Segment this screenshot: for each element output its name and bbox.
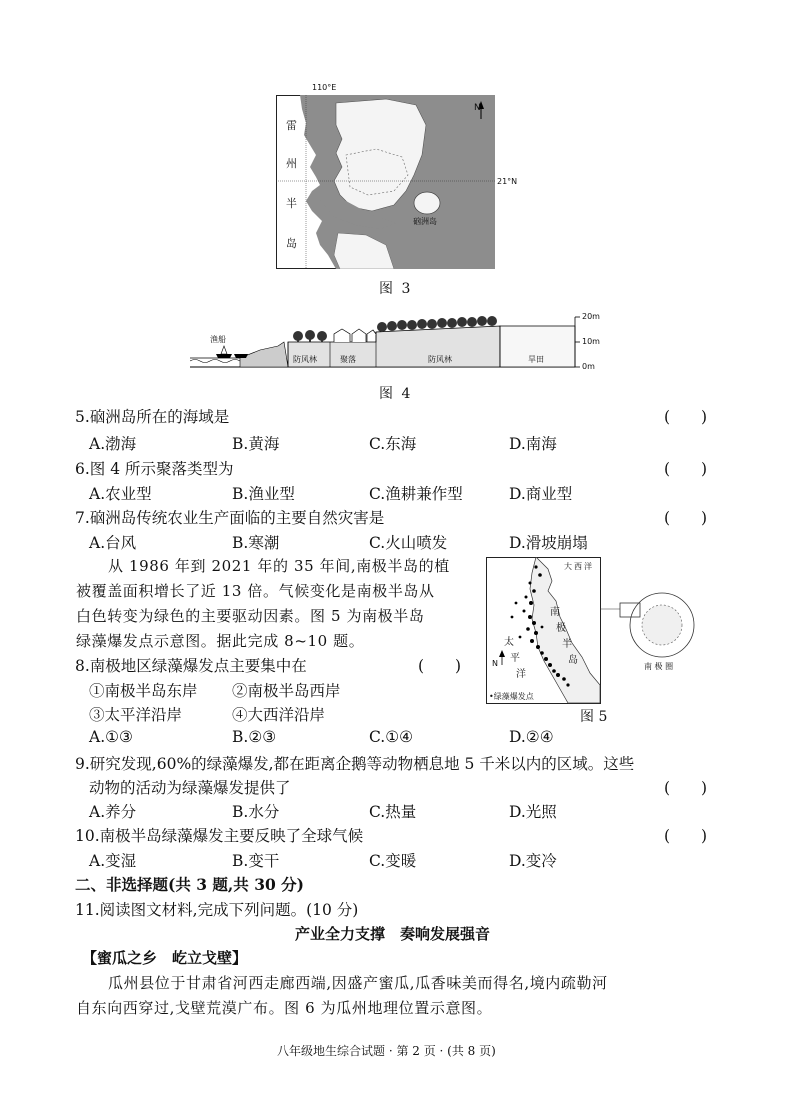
page-footer: 八年级地生综合试题 · 第 2 页 · (共 8 页) bbox=[277, 1044, 496, 1058]
height-label-0: 0m bbox=[582, 362, 595, 371]
zone-label-3: 防风林 bbox=[428, 355, 452, 364]
q10-option-a[interactable]: A.变湿 bbox=[89, 852, 137, 870]
q8-choice-2: ②南极半岛西岸 bbox=[232, 682, 341, 700]
q6-option-a[interactable]: A.农业型 bbox=[89, 485, 152, 503]
peninsula-char-3: 半 bbox=[286, 197, 297, 210]
q7-option-b[interactable]: B.寒潮 bbox=[232, 534, 280, 552]
figure-5-map bbox=[486, 557, 706, 707]
peninsula-char-1: 雷 bbox=[286, 119, 297, 132]
q8-choice-3: ③太平洋沿岸 bbox=[89, 706, 183, 724]
question-6-answer-blank[interactable]: ( ) bbox=[664, 460, 708, 478]
north-arrow-label: N bbox=[492, 659, 498, 668]
peninsula-char-nan: 南 bbox=[550, 607, 560, 618]
question-9-line-1: 9.研究发现,60%的绿藻爆发,都在距离企鹅等动物栖息地 5 千米以内的区域。这些 bbox=[75, 755, 635, 773]
atlantic-char-3: 洋 bbox=[584, 562, 592, 571]
q10-option-d[interactable]: D.变冷 bbox=[509, 852, 557, 870]
q8-option-a[interactable]: A.①③ bbox=[89, 728, 133, 746]
question-8-answer-blank[interactable]: ( ) bbox=[418, 657, 462, 675]
q8-choice-1: ①南极半岛东岸 bbox=[89, 682, 198, 700]
question-7-answer-blank[interactable]: ( ) bbox=[664, 509, 708, 527]
peninsula-char-ji: 极 bbox=[556, 623, 566, 634]
q5-option-c[interactable]: C.东海 bbox=[369, 435, 417, 453]
question-9-answer-blank[interactable]: ( ) bbox=[664, 779, 708, 797]
longitude-label: 110°E bbox=[312, 83, 337, 92]
passage-line-4: 绿藻爆发点示意图。据此完成 8~10 题。 bbox=[76, 632, 365, 650]
height-label-20: 20m bbox=[582, 312, 600, 321]
pacific-char-3: 洋 bbox=[516, 669, 526, 680]
passage-line-3: 白色转变为绿色的主要驱动因素。图 5 为南极半岛 bbox=[76, 607, 425, 625]
q6-option-b[interactable]: B.渔业型 bbox=[232, 485, 295, 503]
peninsula-char-2: 州 bbox=[286, 157, 297, 170]
island-label: 硇洲岛 bbox=[413, 217, 437, 226]
antarctic-map-svg bbox=[486, 557, 706, 707]
q9-option-d[interactable]: D.光照 bbox=[509, 803, 557, 821]
q8-choice-4: ④大西洋沿岸 bbox=[232, 706, 326, 724]
q6-option-d[interactable]: D.商业型 bbox=[509, 485, 573, 503]
peninsula-char-4: 岛 bbox=[286, 237, 297, 250]
section-2-heading: 二、非选择题(共 3 题,共 30 分) bbox=[75, 875, 305, 894]
latitude-label: 21°N bbox=[497, 177, 518, 186]
q8-option-d[interactable]: D.②④ bbox=[509, 728, 554, 746]
question-6-stem: 6.图 4 所示聚落类型为 bbox=[75, 460, 234, 478]
q7-option-d[interactable]: D.滑坡崩塌 bbox=[509, 534, 588, 552]
question-10-stem: 10.南极半岛绿藻爆发主要反映了全球气候 bbox=[75, 827, 364, 845]
figure-4-profile bbox=[190, 312, 600, 374]
q5-option-a[interactable]: A.渤海 bbox=[89, 435, 137, 453]
antarctic-circle-label: 南 极 圈 bbox=[644, 662, 674, 671]
peninsula-char-ban: 半 bbox=[562, 639, 572, 650]
boat-label: 渔船 bbox=[210, 335, 226, 344]
article-subtitle: 【蜜瓜之乡 屹立戈壁】 bbox=[82, 949, 248, 967]
zone-label-2: 聚落 bbox=[340, 355, 356, 364]
height-label-10: 10m bbox=[582, 337, 600, 346]
figure-3-caption: 图 3 bbox=[379, 281, 413, 297]
q7-option-a[interactable]: A.台风 bbox=[89, 534, 137, 552]
article-para-line-1: 瓜州县位于甘肃省河西走廊西端,因盛产蜜瓜,瓜香味美而得名,境内疏勒河 bbox=[108, 974, 608, 992]
peninsula-char-dao: 岛 bbox=[568, 655, 578, 666]
zone-label-4: 旱田 bbox=[528, 355, 544, 364]
passage-line-2: 被覆盖面积增长了近 13 倍。气候变化是南极半岛从 bbox=[76, 582, 435, 600]
atlantic-char-1: 大 bbox=[564, 562, 572, 571]
figure-5-caption: 图 5 bbox=[580, 709, 608, 725]
passage-line-1: 从 1986 年到 2021 年的 35 年间,南极半岛的植 bbox=[108, 557, 450, 575]
q5-option-b[interactable]: B.黄海 bbox=[232, 435, 280, 453]
q10-option-b[interactable]: B.变干 bbox=[232, 852, 280, 870]
question-11-stem: 11.阅读图文材料,完成下列问题。(10 分) bbox=[75, 901, 359, 919]
q5-option-d[interactable]: D.南海 bbox=[509, 435, 557, 453]
question-10-answer-blank[interactable]: ( ) bbox=[664, 827, 708, 845]
pacific-char-1: 太 bbox=[504, 637, 514, 648]
q8-option-c[interactable]: C.①④ bbox=[369, 728, 414, 746]
q6-option-c[interactable]: C.渔耕兼作型 bbox=[369, 485, 463, 503]
q8-option-b[interactable]: B.②③ bbox=[232, 728, 277, 746]
atlantic-char-2: 西 bbox=[574, 562, 582, 571]
question-5-stem: 5.硇洲岛所在的海域是 bbox=[75, 408, 230, 426]
question-5-answer-blank[interactable]: ( ) bbox=[664, 408, 708, 426]
q7-option-c[interactable]: C.火山喷发 bbox=[369, 534, 448, 552]
zone-label-1: 防风林 bbox=[293, 355, 317, 364]
legend-bloom-points: •绿藻爆发点 bbox=[489, 692, 534, 701]
article-title: 产业全力支撑 奏响发展强音 bbox=[295, 925, 491, 943]
map-svg bbox=[276, 95, 495, 269]
question-8-stem: 8.南极地区绿藻爆发点主要集中在 bbox=[75, 657, 307, 675]
question-9-line-2: 动物的活动为绿藻爆发提供了 bbox=[89, 779, 291, 797]
figure-4-caption: 图 4 bbox=[379, 386, 413, 402]
figure-3-map bbox=[276, 83, 518, 269]
q9-option-a[interactable]: A.养分 bbox=[89, 803, 137, 821]
north-label: N bbox=[474, 103, 481, 113]
pacific-char-2: 平 bbox=[510, 653, 520, 664]
q9-option-b[interactable]: B.水分 bbox=[232, 803, 280, 821]
q10-option-c[interactable]: C.变暖 bbox=[369, 852, 417, 870]
q9-option-c[interactable]: C.热量 bbox=[369, 803, 417, 821]
article-para-line-2: 自东向西穿过,戈壁荒漠广布。图 6 为瓜州地理位置示意图。 bbox=[76, 999, 493, 1017]
question-7-stem: 7.硇洲岛传统农业生产面临的主要自然灾害是 bbox=[75, 509, 385, 527]
